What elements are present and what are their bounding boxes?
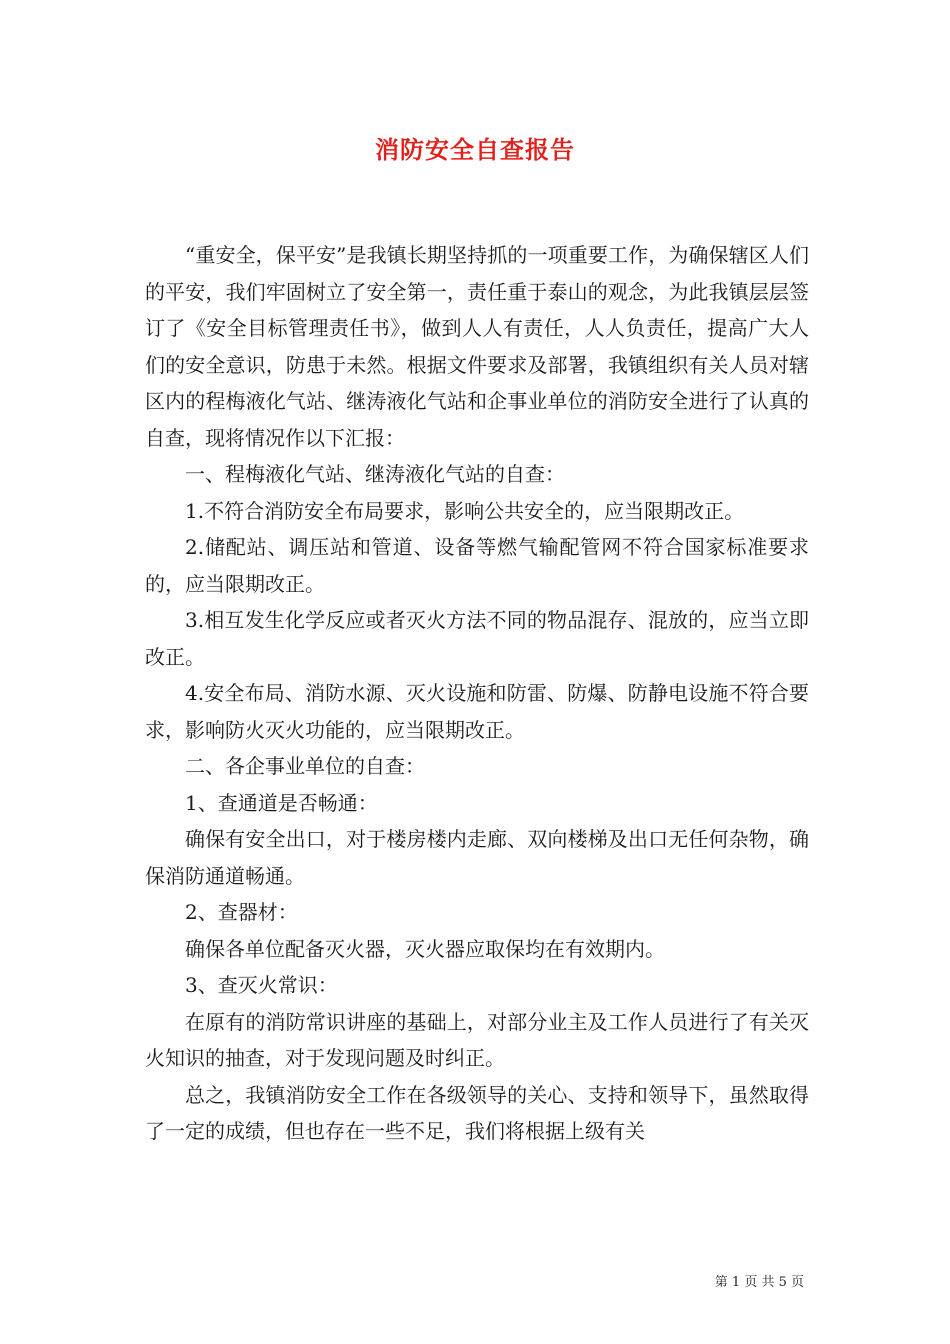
paragraph-subheading-1: 1、查通道是否畅通： (185, 790, 378, 815)
paragraph-item-1: 1.不符合消防安全布局要求，影响公共安全的，应当限期改正。 (185, 498, 745, 523)
paragraph-intro: “重安全，保平安”是我镇长期坚持抓的一项重要工作，为确保辖区人们的平安，我们牢固树立了安全第一，责任重于泰山的观念，为此我镇层层签订了《安全目标管理责任书》，做到人人有责任，人人负责任，提高广大人们的安全意识，防患于未然。根据文件要求及部署，我镇组织有关人员对辖区内的程梅液化气站、继涛液化气站和企事业单位的消防安全进行了认真的自查，现将情况作以下汇报： (145, 243, 809, 450)
paragraph-subheading-3: 3、查灭火常识： (185, 973, 338, 997)
page-title: 消防安全自查报告 (375, 135, 575, 164)
paragraph-section-1-heading: 一、程梅液化气站、继涛液化气站的自查： (185, 462, 565, 486)
paragraph-subtext-2: 确保各单位配备灭火器，灭火器应取保均在有效期内。 (185, 936, 665, 961)
paragraph-item-3: 3.相互发生化学反应或者灭火方法不同的物品混存、混放的，应当立即改正。 (145, 608, 809, 669)
paragraph-subtext-3: 在原有的消防常识讲座的基础上，对部分业主及工作人员进行了有关灭火知识的抽查，对于发现问题及时纠正。 (145, 1009, 809, 1070)
paragraph-subtext-1: 确保有安全出口，对于楼房楼内走廊、双向楼梯及出口无任何杂物，确保消防通道畅通。 (145, 827, 809, 888)
page-number-footer: 第 1 页 共 5 页 (714, 1275, 804, 1290)
paragraph-conclusion: 总之，我镇消防安全工作在各级领导的关心、支持和领导下，虽然取得了一定的成绩，但也存在一些不足，我们将根据上级有关 (145, 1082, 809, 1143)
paragraph-subheading-2: 2、查器材： (185, 900, 298, 924)
paragraph-item-4: 4.安全布局、消防水源、灭火设施和防雷、防爆、防静电设施不符合要求，影响防火灭火功能的，应当限期改正。 (145, 681, 809, 742)
document-body (145, 237, 809, 1150)
paragraph-item-2: 2.储配站、调压站和管道、设备等燃气输配管网不符合国家标准要求的，应当限期改正。 (145, 535, 809, 596)
paragraph-section-2-heading: 二、各企事业单位的自查： (185, 754, 425, 778)
